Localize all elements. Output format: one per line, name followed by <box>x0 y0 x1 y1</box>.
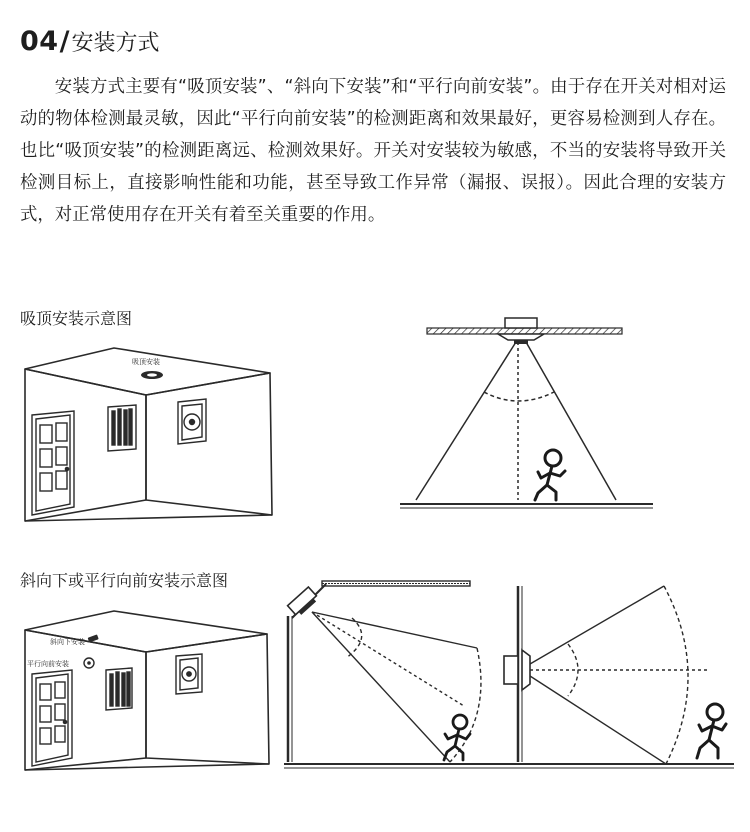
ceiling-detection-diagram <box>398 312 653 512</box>
wall-fan-icon <box>176 654 202 694</box>
section-number: 04 <box>20 26 59 57</box>
window-icon <box>106 668 132 710</box>
door-icon <box>32 670 72 766</box>
parallel-room-tag: 平行向前安装 <box>27 660 69 668</box>
forward-detection-diagram <box>496 584 736 774</box>
walking-person-icon <box>697 704 726 758</box>
heading-slash: / <box>59 26 70 57</box>
angled-sensor-icon <box>88 634 99 642</box>
walking-person-icon <box>535 450 565 500</box>
ceiling-room-illustration <box>22 345 272 525</box>
angled-room-illustration <box>22 608 272 773</box>
angled-room-tag: 斜向下安装 <box>50 638 85 646</box>
door-icon <box>32 411 74 515</box>
section-heading <box>20 26 159 62</box>
ceiling-room-tag: 吸顶安装 <box>132 358 160 366</box>
wall-fan-icon <box>178 399 206 444</box>
intro-paragraph: 安装方式主要有“吸顶安装”、“斜向下安装”和“平行向前安装”。由于存在开关对相对运动的物体检测最灵敏，因此“平行向前安装”的检测距离和效果最好，更容易检测到人存在。也比“吸顶安装”的检测距离远、检测效果好。开关对安装较为敏感，不当的安装将导致开关检测目标上，直接影响性能和功能，甚至导致工作异常（漏报、误报）。因此合理的安装方式，对正常使用存在开关有着至关重要的作用。 <box>20 77 726 225</box>
walking-person-icon <box>444 715 470 760</box>
ceiling-mount-label: 吸顶安装示意图 <box>20 309 133 328</box>
section-title: 安装方式 <box>71 31 160 56</box>
window-icon <box>108 405 136 451</box>
forward-sensor-icon <box>504 650 530 690</box>
angled-mount-label: 斜向下或平行向前安装示意图 <box>20 571 229 590</box>
angled-detection-diagram <box>282 576 504 772</box>
